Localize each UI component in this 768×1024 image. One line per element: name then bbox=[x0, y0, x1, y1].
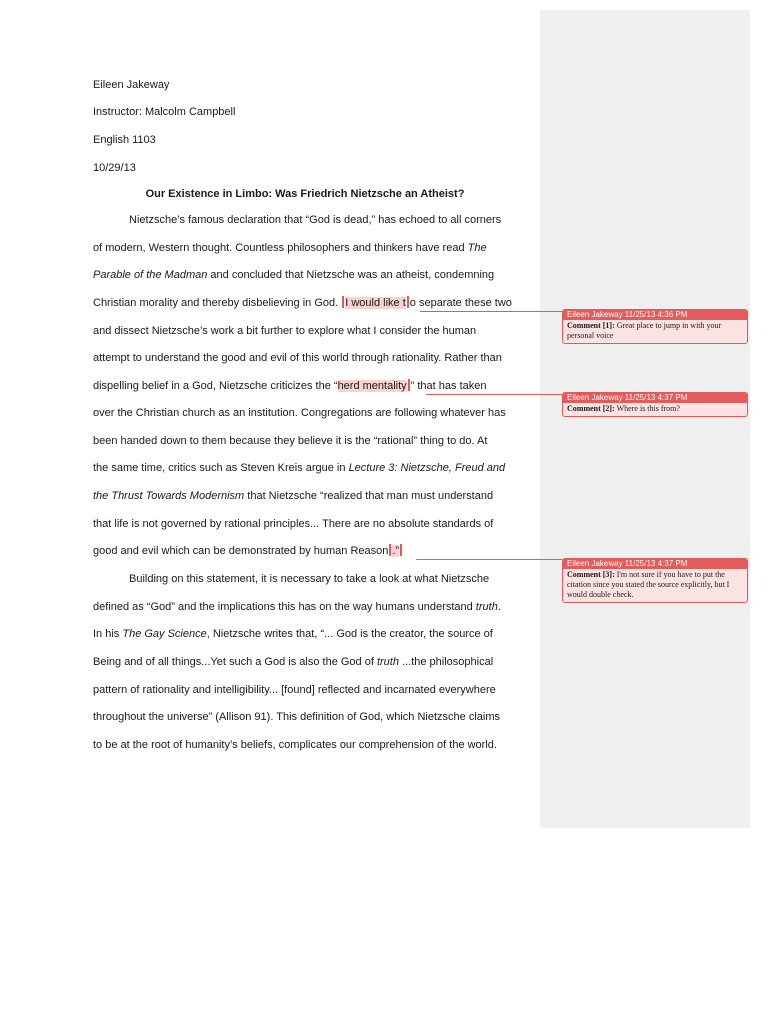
body-line: that life is not governed by rational principles... There are no absolute standards of bbox=[93, 518, 494, 530]
comment-author-timestamp: Eileen Jakeway 11/25/13 4:37 PM bbox=[563, 559, 747, 569]
comment-highlight-1[interactable]: I would like t bbox=[345, 297, 406, 309]
body-line: of modern, Western thought. Countless philosophers and thinkers have read The bbox=[93, 242, 487, 254]
body-line: Parable of the Madman and concluded that Nietzsche was an atheist, condemning bbox=[93, 269, 495, 281]
comment-balloon-2[interactable] bbox=[562, 392, 748, 417]
body-line: pattern of rationality and intelligibility... [found] reflected and incarnated everywhere bbox=[93, 684, 496, 696]
body-line: In his The Gay Science, Nietzsche writes that, “... God is the creator, the source of bbox=[93, 628, 493, 640]
comment-connector bbox=[426, 394, 562, 395]
comment-connector bbox=[420, 311, 562, 312]
comment-connector bbox=[416, 559, 562, 560]
body-line: and dissect Nietzsche’s work a bit further to explore what I consider the human bbox=[93, 325, 477, 337]
body-line: Building on this statement, it is necessary to take a look at what Nietzsche bbox=[129, 573, 490, 585]
comment-balloon-1[interactable] bbox=[562, 309, 748, 344]
body-line: dispelling belief in a God, Nietzsche criticizes the “herd mentality ” that has taken bbox=[93, 380, 487, 392]
comment-anchor-end[interactable] bbox=[400, 544, 402, 556]
comment-author-timestamp: Eileen Jakeway 11/25/13 4:37 PM bbox=[563, 393, 747, 403]
comment-highlight-2[interactable]: herd mentality bbox=[337, 380, 407, 392]
body-line: Being and of all things...Yet such a God is also the God of truth ...the philosophical bbox=[93, 656, 494, 668]
author-name: Eileen Jakeway bbox=[93, 79, 170, 91]
comment-author-timestamp: Eileen Jakeway 11/25/13 4:36 PM bbox=[563, 310, 747, 320]
body-line: defined as “God” and the implications this has on the way humans understand truth. bbox=[93, 601, 501, 613]
body-line: been handed down to them because they believe it is the “rational” thing to do. At bbox=[93, 435, 488, 447]
body-line: the Thrust Towards Modernism that Nietzsche “realized that man must understand bbox=[93, 490, 494, 502]
comment-body: Comment [1]: Great place to jump in with your personal voice bbox=[567, 321, 722, 340]
body-line: the same time, critics such as Steven Kreis argue in Lecture 3: Nietzsche, Freud and bbox=[93, 462, 506, 474]
body-line: attempt to understand the good and evil of this world through rationality. Rather than bbox=[93, 352, 502, 364]
comment-highlight-3[interactable]: .” bbox=[392, 545, 400, 557]
comment-anchor-end[interactable] bbox=[407, 296, 409, 308]
body-line: good and evil which can be demonstrated by human Reason .” bbox=[93, 544, 403, 558]
date-line: 10/29/13 bbox=[93, 162, 136, 174]
body-line: throughout the universe” (Allison 91). This definition of God, which Nietzsche claims bbox=[93, 711, 500, 723]
comment-body: Comment [2]: Where is this from? bbox=[567, 404, 680, 413]
instructor-line: Instructor: Malcolm Campbell bbox=[93, 106, 236, 118]
course-line: English 1103 bbox=[93, 134, 156, 146]
essay-title: Our Existence in Limbo: Was Friedrich Nietzsche an Atheist? bbox=[145, 188, 465, 200]
body-line: Nietzsche’s famous declaration that “God is dead,” has echoed to all corners bbox=[129, 214, 502, 226]
comment-margin-pane bbox=[540, 10, 750, 828]
body-line: Christian morality and thereby disbelieving in God. I would like t o separate these two bbox=[93, 297, 512, 309]
comment-body: Comment [3]: I'm not sure if you have to put the citation since you stated the source explicitly, but I would double check. bbox=[567, 570, 730, 599]
body-line: over the Christian church as an institution. Congregations are following whatever has bbox=[93, 407, 506, 419]
comment-anchor-end[interactable] bbox=[408, 379, 410, 391]
comment-balloon-3[interactable] bbox=[562, 558, 748, 603]
comment-anchor-start[interactable] bbox=[342, 296, 344, 308]
body-line: to be at the root of humanity’s beliefs, complicates our comprehension of the world. bbox=[93, 739, 497, 751]
